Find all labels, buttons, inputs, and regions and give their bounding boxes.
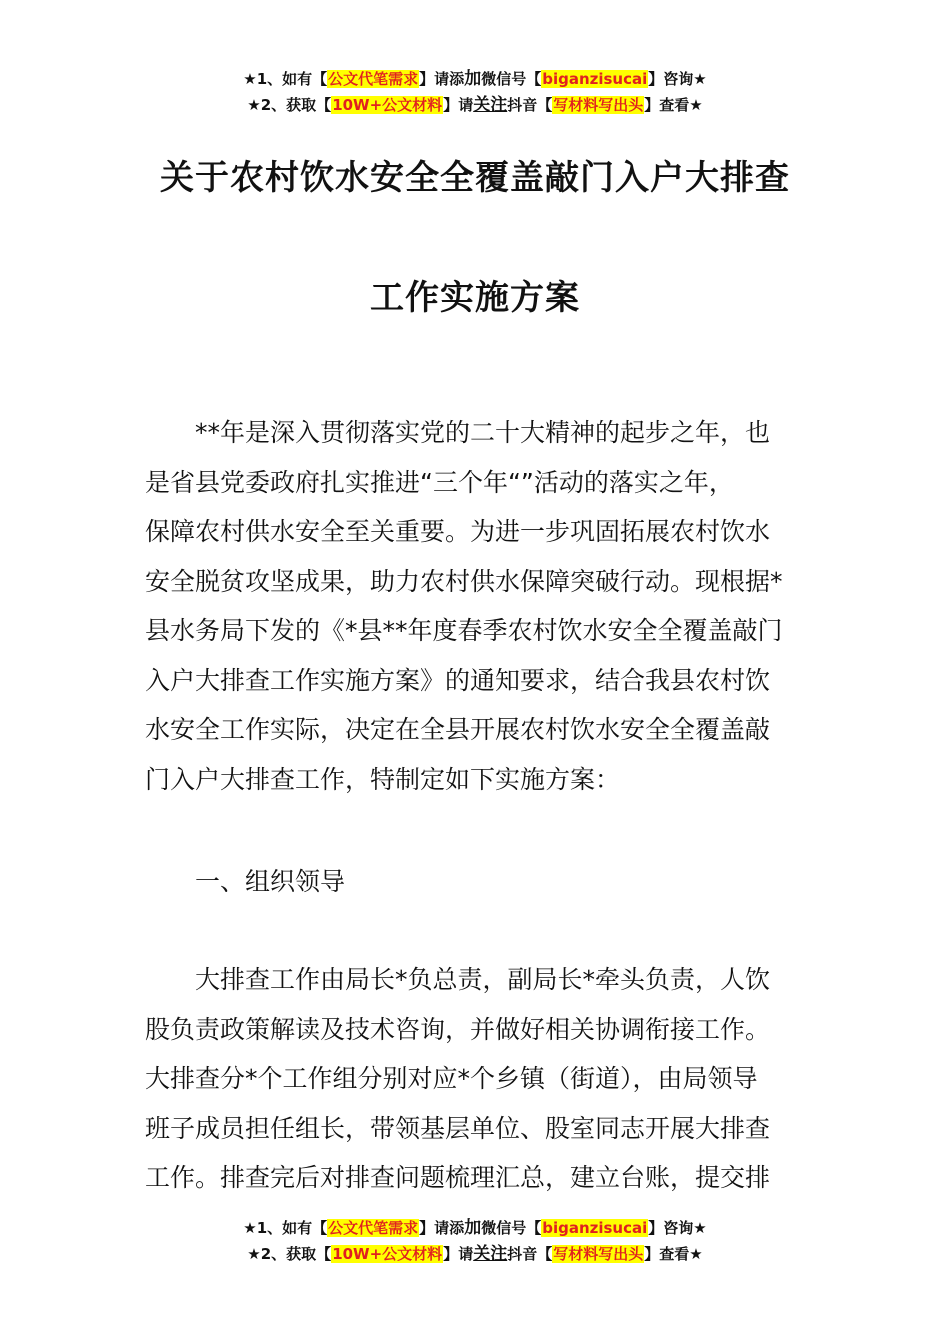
banner-text: 抖音【 [507, 1245, 553, 1263]
organization-paragraph [145, 955, 810, 1203]
banner-emphasis: 关注 [473, 95, 508, 115]
highlight-wechat-id: biganzisucai [542, 1219, 648, 1237]
text-line: 水安全工作实际，决定在全县开展农村饮水安全全覆盖敲 [145, 715, 771, 744]
text-line: 大排查工作由局长*负总责，副局长*牵头负责，人饮 [195, 965, 771, 994]
banner-line-1 [0, 1215, 950, 1241]
highlight-service: 公文代笔需求 [328, 1219, 419, 1237]
banner-text: ★1、如有【 [243, 70, 328, 88]
banner-line-1 [0, 66, 950, 92]
banner-text: ★1、如有【 [243, 1219, 328, 1237]
intro-paragraph [145, 408, 810, 804]
banner-text: ★2、获取【 [247, 1245, 332, 1263]
banner-text: 】查看★ [644, 96, 703, 114]
text-line: 保障农村供水安全至关重要。为进一步巩固拓展农村饮水 [145, 517, 771, 546]
banner-text: 】请添 [419, 1219, 465, 1237]
banner-text: 】请 [443, 96, 474, 114]
text-line: 安全脱贫攻坚成果，助力农村供水保障突破行动。现根据* [145, 566, 783, 596]
highlight-douyin-account: 写材料写出头 [553, 96, 644, 114]
text-line: 是省县党委政府扎实推进“三个年“”活动的落实之年， [145, 467, 734, 497]
bottom-banner [0, 1215, 950, 1267]
highlight-douyin-account: 写材料写出头 [553, 1245, 644, 1263]
banner-line-2 [0, 1241, 950, 1267]
text-line: 班子成员担任组长，带领基层单位、股室同志开展大排查 [145, 1113, 771, 1143]
banner-text: 】请添 [419, 70, 465, 88]
banner-emphasis: 加 [464, 1218, 482, 1238]
text-line: 县水务局下发的《*县**年度春季农村饮水安全全覆盖敲门 [145, 616, 783, 645]
banner-emphasis: 关注 [473, 1244, 508, 1264]
section-heading-organization: 一、组织领导 [195, 867, 346, 896]
text-line: 入户大排查工作实施方案》的通知要求，结合我县农村饮 [145, 665, 771, 695]
banner-text: 】咨询★ [648, 1219, 707, 1237]
highlight-materials: 10W+公文材料 [332, 1245, 443, 1263]
text-line: 股负责政策解读及技术咨询，并做好相关协调衔接工作。 [145, 1014, 771, 1044]
highlight-service: 公文代笔需求 [328, 70, 419, 88]
banner-text: 】查看★ [644, 1245, 703, 1263]
banner-text: 微信号【 [481, 1219, 542, 1237]
banner-text: 抖音【 [507, 96, 553, 114]
banner-line-2 [0, 92, 950, 118]
text-line: 大排查分*个工作组分别对应*个乡镇（街道），由局领导 [145, 1064, 758, 1093]
text-line: 工作。排查完后对排查问题梳理汇总，建立台账，提交排 [145, 1163, 771, 1192]
banner-emphasis: 加 [464, 69, 482, 89]
banner-text: 微信号【 [481, 70, 542, 88]
banner-text: ★2、获取【 [247, 96, 332, 114]
document-title-line-1: 关于农村饮水安全全覆盖敲门入户大排查 [160, 158, 790, 198]
highlight-materials: 10W+公文材料 [332, 96, 443, 114]
banner-text: 】请 [443, 1245, 474, 1263]
banner-text: 】咨询★ [648, 70, 707, 88]
document-title-line-2: 工作实施方案 [370, 278, 580, 318]
text-line: **年是深入贯彻落实党的二十大精神的起步之年，也 [195, 418, 771, 447]
highlight-wechat-id: biganzisucai [542, 70, 648, 88]
top-banner [0, 66, 950, 118]
text-line: 门入户大排查工作，特制定如下实施方案： [145, 764, 621, 794]
